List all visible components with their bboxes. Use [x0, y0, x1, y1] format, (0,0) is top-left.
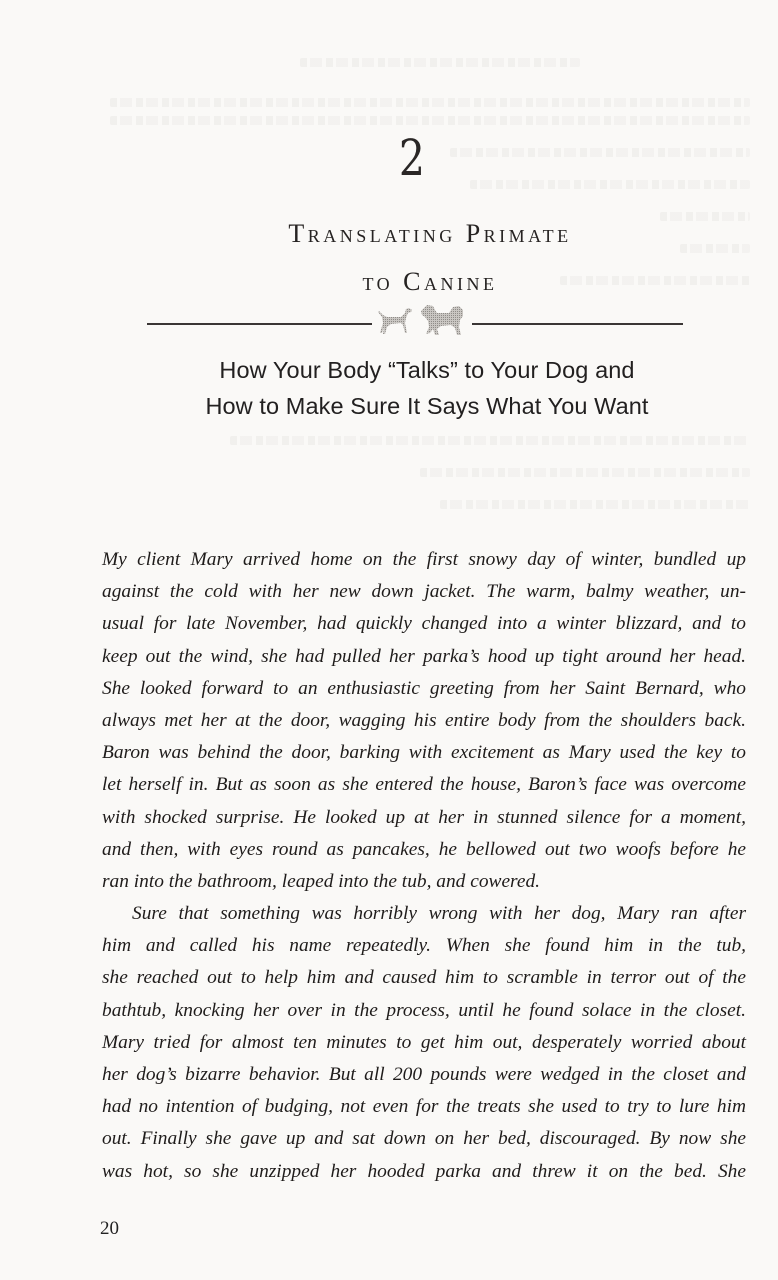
- text-line: Baron was behind the door, barking with excitement as Mary used the key to: [102, 742, 746, 764]
- show-through-line: [230, 436, 750, 445]
- text-line: she reached out to help him and caused him to scramble in terror out of the: [102, 967, 746, 989]
- text-line: ran into the bathroom, leaped into the tub, and cowered.: [102, 870, 541, 892]
- ornament-rule-right: [472, 323, 683, 325]
- show-through-line: [110, 98, 750, 107]
- text-line: let herself in. But as soon as she entered the house, Baron’s face was overcome: [102, 774, 746, 796]
- text-line: Sure that something was horribly wrong with her dog, Mary ran after: [132, 903, 746, 925]
- text-line: Mary tried for almost ten minutes to get him out, desperately worried about: [102, 1031, 746, 1053]
- text-line: him and called his name repeatedly. When she found him in the tub,: [102, 935, 746, 957]
- text-line: and then, with eyes round as pancakes, he bellowed out two woofs before he: [102, 838, 746, 860]
- text-line: bathtub, knocking her over in the process, until he found solace in the closet.: [102, 999, 746, 1021]
- text-line: My client Mary arrived home on the first snowy day of winter, bundled up: [102, 549, 746, 570]
- paragraph-2: [102, 898, 746, 1188]
- text-line: had no intention of budging, not even for the treats she used to try to lure him: [102, 1096, 746, 1118]
- chapter-subtitle-line-1: How Your Body “Talks” to Your Dog and: [219, 357, 635, 383]
- text-line: her dog’s bizarre behavior. But all 200 pounds were wedged in the closet and: [102, 1064, 746, 1085]
- chapter-title-line-1: Translating Primate: [288, 219, 572, 248]
- chapter-title: [160, 210, 700, 306]
- chapter-subtitle: [120, 352, 734, 424]
- chapter-number: 2: [398, 129, 426, 187]
- body-text: [102, 544, 746, 1188]
- show-through-line: [440, 500, 750, 509]
- show-through-line: [300, 58, 580, 67]
- text-line: against the cold with her new down jacket. The warm, balmy weather, un-: [102, 581, 746, 603]
- text-line: always met her at the door, wagging his entire body from the shoulders back.: [102, 709, 746, 731]
- chapter-subtitle-line-2: How to Make Sure It Says What You Want: [205, 393, 649, 419]
- show-through-line: [420, 468, 750, 477]
- text-line: keep out the wind, she had pulled her parka’s hood up tight around her head.: [102, 645, 746, 667]
- page-number: 20: [100, 1218, 119, 1239]
- paragraph-1: [102, 544, 746, 898]
- two-dogs-icon: [375, 303, 469, 337]
- ornament-rule-left: [147, 323, 372, 325]
- text-line: She looked forward to an enthusiastic greeting from her Saint Bernard, who: [102, 677, 746, 699]
- text-line: out. Finally she gave up and sat down on her bed, discouraged. By now she: [102, 1128, 746, 1150]
- text-line: usual for late November, had quickly changed into a winter blizzard, and to: [102, 613, 746, 635]
- chapter-ornament: [147, 303, 683, 337]
- text-line: with shocked surprise. He looked up at her in stunned silence for a moment,: [102, 806, 746, 828]
- chapter-title-line-2: to Canine: [362, 267, 498, 296]
- text-line: was hot, so she unzipped her hooded parka and threw it on the bed. She: [102, 1160, 746, 1182]
- show-through-line: [110, 116, 750, 125]
